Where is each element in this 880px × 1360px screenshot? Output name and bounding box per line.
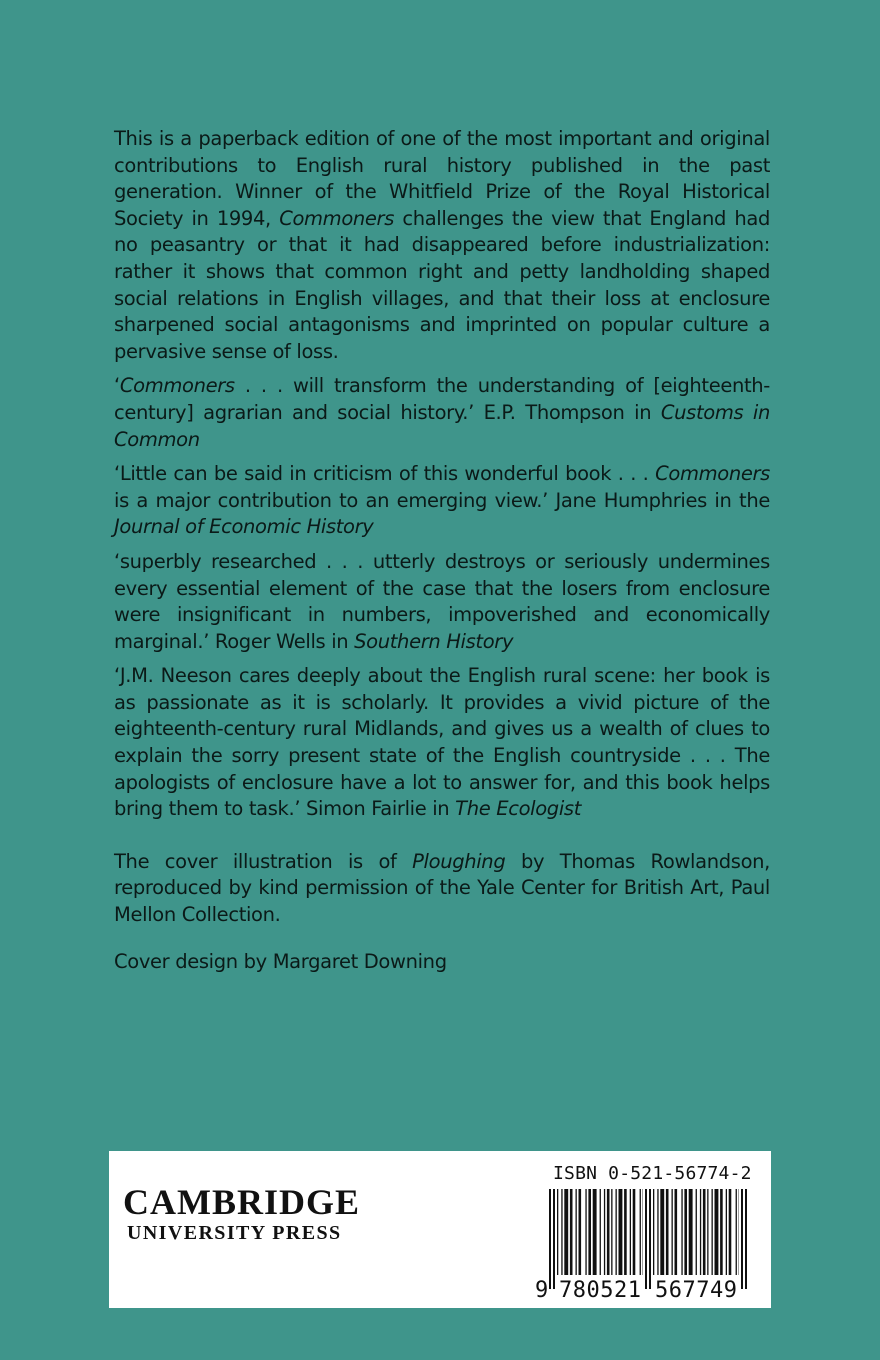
barcode-bar [675,1189,678,1281]
barcode-bar [561,1189,562,1281]
review-fairlie: ‘J.M. Neeson cares deeply about the English rural scene: her book is as passionate as it is scholarly. It provides a vivid picture of the eighteenth-century rural Midlands, and gives us a wealth of clues to explain the sorry present state of the English countryside . . . The apologists of enclosure have a lot to answer for, and this book helps bring them to task.’ Simon Fairlie in The Ecologist [114,664,770,821]
barcode-bar [657,1189,658,1281]
barcode-first-digit: 9 [535,1278,549,1301]
barcode-bar [570,1189,573,1281]
barcode-bar [564,1189,568,1281]
cover-design-credit: Cover design by Margaret Downing [114,949,447,973]
cambridge-logo [123,1183,360,1245]
barcode-icon [535,1189,759,1301]
barcode-bar [611,1189,612,1281]
back-cover-text [114,126,770,983]
barcode-bar [604,1189,605,1281]
barcode-bar [700,1189,701,1281]
barcode-bar [576,1189,577,1281]
barcode-bar [684,1189,687,1281]
book-title: Commoners [279,206,395,230]
publisher-barcode-panel [109,1151,771,1308]
barcode-bar [616,1189,617,1281]
barcode-bar [672,1189,673,1281]
barcode-bar [585,1189,586,1281]
barcode-bar [715,1189,719,1281]
barcode-bar [666,1189,669,1281]
barcode-bar [726,1189,727,1281]
barcode-bar [619,1189,623,1281]
barcode-left-digits: 780521 [559,1278,641,1301]
barcode-bar [707,1189,708,1281]
barcode-bar [607,1189,610,1281]
barcode-right-digits: 567749 [655,1278,737,1301]
barcode-bar [593,1189,597,1281]
barcode-bar [736,1189,737,1281]
publisher-subtitle: UNIVERSITY PRESS [127,1222,342,1244]
barcode-bar [729,1189,732,1281]
review-thompson: ‘Commoners . . . will transform the understanding of [eighteenth-century] agrarian and social history.’ E.P. Thompson in Customs in Common [114,374,770,451]
barcode-bar [720,1189,723,1281]
barcode-bar [712,1189,713,1281]
barcode-bar [696,1189,697,1281]
barcode-bar [633,1189,636,1281]
barcode-bar [681,1189,682,1281]
isbn-label: ISBN 0-521-56774-2 [553,1163,752,1184]
barcode-bar [579,1189,582,1281]
review-humphries: ‘Little can be said in criticism of this wonderful book . . . Commoners is a major contribution to an emerging view.’ Jane Humphries in the Journal of Economic History [114,462,770,539]
barcode-bar [630,1189,631,1281]
cover-illustration-note: The cover illustration is of Ploughing by Thomas Rowlandson, reproduced by kind permission of the Yale Center for British Art, Paul Mellon Collection. [114,849,771,927]
barcode-bar [600,1189,601,1281]
barcode-bar [557,1189,558,1281]
barcode-bar [624,1189,627,1281]
barcode-bar [640,1189,641,1281]
description-paragraph: This is a paperback edition of one of the most important and original contributions to English rural history published in the past generation. Winner of the Whitfield Prize of the Royal Historical Society in 1994, Commoners challenges the view that England had no peasantry or that it had disappeared before industrialization: rather it shows that common right and petty landholding shaped social relations in English villages, and that their loss at enclosure sharpened social antagonisms and imprinted on popular culture a pervasive sense of loss. [114,127,770,363]
barcode-bar [689,1189,693,1281]
publisher-name: CAMBRIDGE [123,1182,361,1222]
barcode-bar [588,1189,591,1281]
barcode-bar [660,1189,664,1281]
review-wells: ‘superbly researched . . . utterly destroys or seriously undermines every essential element of the case that the losers from enclosure were insignificant in numbers, impoverished and economically marginal.’ Roger Wells in Southern History [114,549,770,653]
barcode-bar [653,1189,654,1281]
barcode-bar [703,1189,706,1281]
